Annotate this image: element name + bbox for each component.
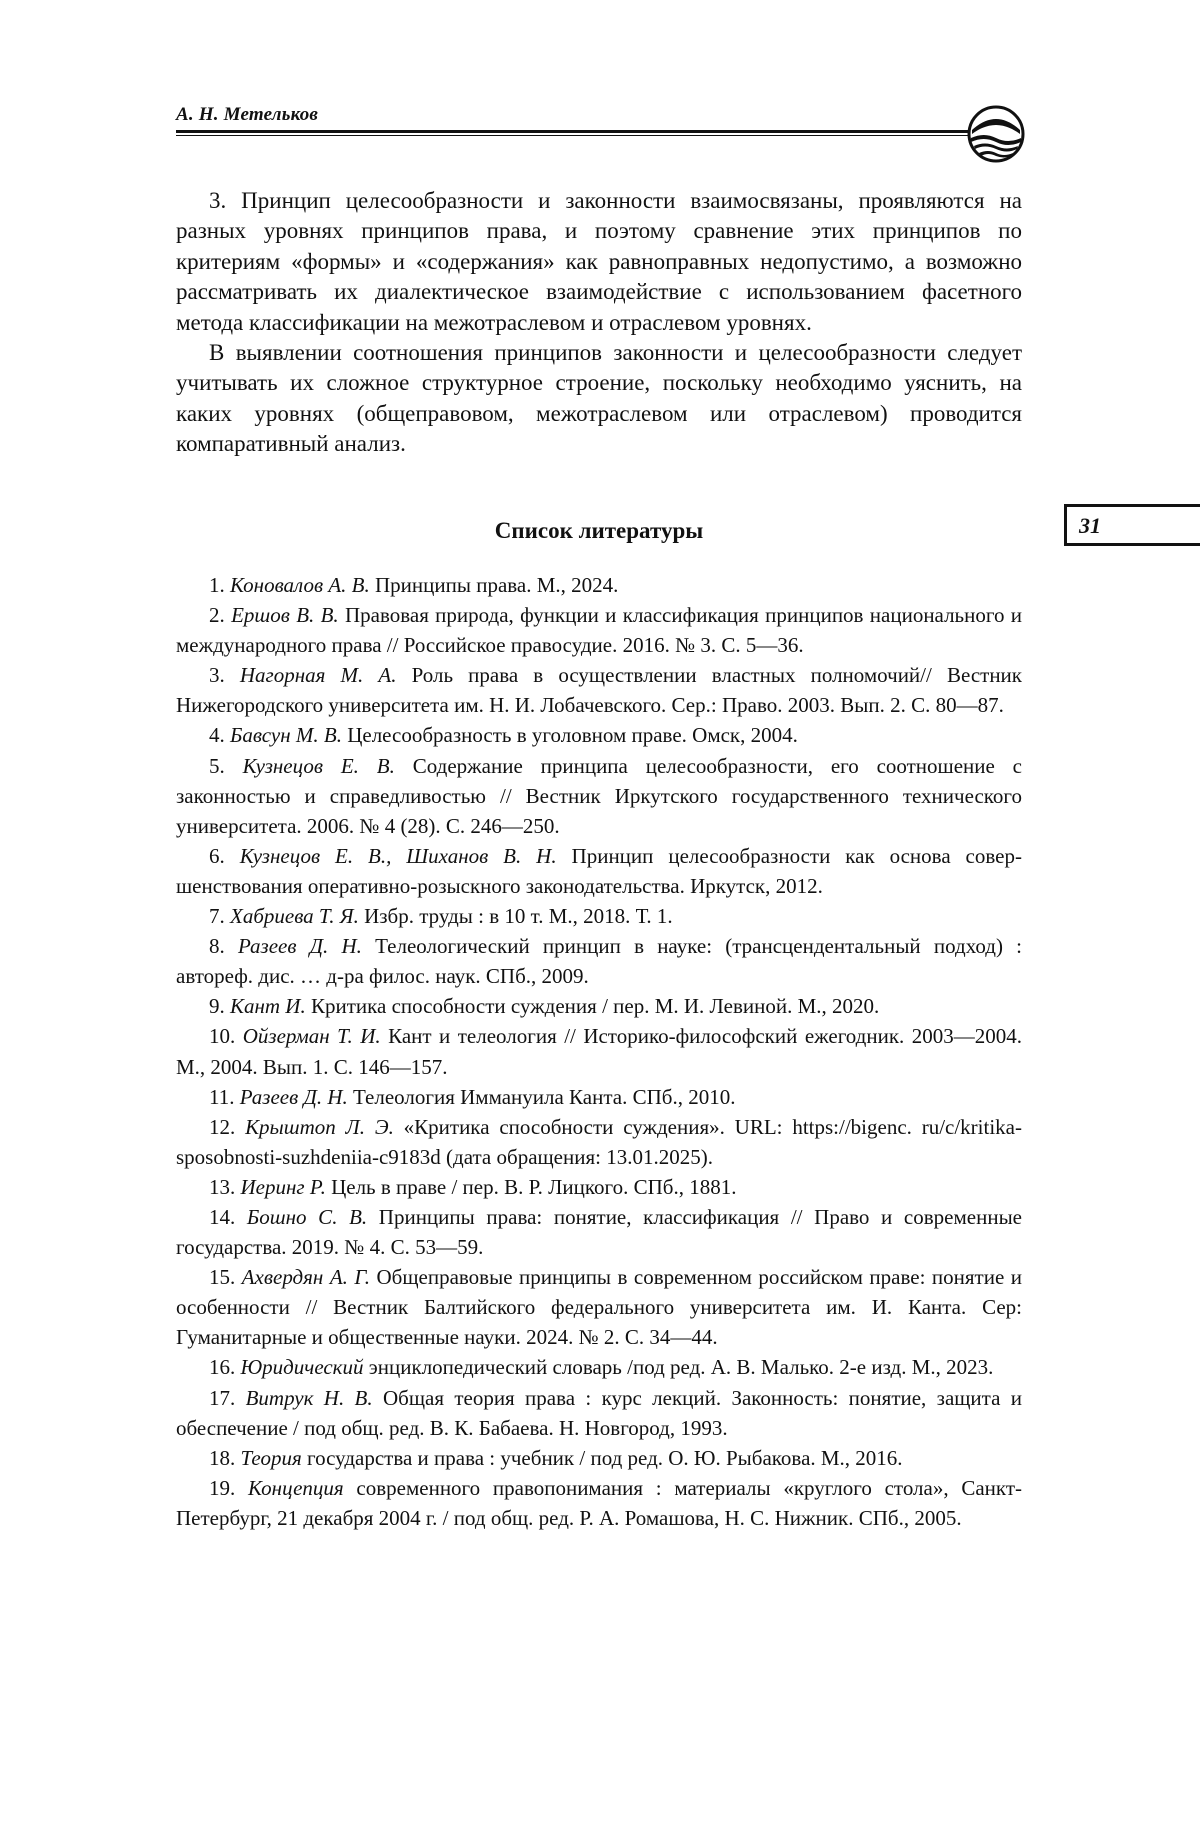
reference-text: энциклопедический словарь /под ред. А. В. Малько. 2-е изд. М., 2023.	[363, 1355, 994, 1380]
reference-item	[176, 660, 1022, 720]
reference-author: Бошно С. В.	[246, 1204, 368, 1229]
reference-number: 5.	[209, 753, 225, 778]
paragraph: 3. Принцип целесообразности и законности взаимосвязаны, проявляются на разных уровнях принципов права, и поэтому сравнение этих принципов по критериям «формы» и «содержания» как равноправных недопустимо, а возможно рассматривать их диалектическое взаимодействие с использованием фасетного метода классификации на межотраслевом и отраслевом уровнях.	[176, 188, 1022, 335]
reference-number: 3.	[209, 663, 225, 688]
reference-item	[176, 720, 1022, 750]
reference-number: 6.	[209, 843, 225, 868]
reference-number: 4.	[209, 723, 225, 748]
reference-text: Кант и телеология // Историко-философский ежегодник. 2003—2004. М., 2004. Вып. 1. С. 146—157.	[176, 1024, 1023, 1079]
reference-item	[176, 1383, 1022, 1443]
reference-author: Разеев Д. Н.	[239, 1084, 348, 1109]
reference-number: 17.	[209, 1385, 236, 1410]
reference-text: Общеправовые принципы в современном российском праве: понятие и особенности // Вестник Балтийского федерального университета им. И. Канта. Сер: Гуманитарные и общественные науки. 2024. № 2. С. 34—44.	[176, 1265, 1022, 1350]
reference-author: Разеев Д. Н.	[237, 934, 362, 959]
reference-text: Общая теория права : курс лекций. Законность: понятие, защита и обеспечение / под общ. ред. В. К. Бабаева. Н. Новгород, 1993.	[176, 1385, 1022, 1440]
reference-text: Принцип целесообразности как основа совершенствования оперативно-розыскного законодательства. Иркутск, 2012.	[176, 843, 1022, 898]
reference-number: 15.	[209, 1265, 236, 1290]
page-number-box	[1064, 504, 1200, 546]
reference-text: Принципы права: понятие, классификация // Право и современные государства. 2019. № 4. С. 53—59.	[176, 1204, 1022, 1260]
reference-item	[176, 1262, 1022, 1352]
reference-number: 12.	[209, 1114, 236, 1139]
reference-item	[176, 1473, 1022, 1533]
reference-text: Содержание принципа целесообразности, его соотношение с законностью и справедливостью // Вестник Иркутского государственного технического университета. 2006. № 4 (28). С. 246—250.	[176, 753, 1023, 838]
reference-number: 9.	[209, 994, 225, 1019]
reference-number: 16.	[209, 1355, 236, 1380]
reference-item	[176, 841, 1022, 901]
reference-item	[176, 901, 1022, 931]
reference-author: Кант И.	[230, 994, 306, 1019]
reference-number: 11.	[209, 1084, 235, 1109]
reference-text: Правовая природа, функции и классификация принципов национального и международного права // Российское правосудие. 2016. № 3. С. 5—36.	[176, 603, 1023, 658]
reference-number: 10.	[209, 1024, 236, 1049]
reference-item	[176, 600, 1022, 660]
reference-item	[176, 1352, 1022, 1382]
page-number: 31	[1079, 513, 1101, 538]
references-title: Список литературы	[494, 518, 704, 543]
reference-text: Принципы права. М., 2024.	[369, 573, 619, 597]
reference-text: «Критика способности суждения». URL: https://bigenc. ru/c/kritika-sposobnosti-suzhdeniia-c9183d (дата обращения: 13.01.2025).	[176, 1114, 1022, 1169]
reference-author: Ойзерман Т. И.	[242, 1024, 381, 1049]
reference-item	[176, 1202, 1022, 1262]
reference-item	[176, 570, 1022, 600]
reference-item	[176, 751, 1022, 841]
reference-item	[176, 931, 1022, 991]
reference-item	[176, 991, 1022, 1021]
reference-author: Концепция	[248, 1475, 344, 1500]
reference-text: Роль права в осуществлении властных полномочий// Вестник Нижегородского университета им. Н. И. Лобачевского. Сер.: Право. 2003. Вып. 2. С. 80—87.	[176, 663, 1022, 718]
body-text	[176, 186, 1022, 460]
reference-number: 2.	[209, 603, 225, 628]
reference-text: Критика способности суждения / пер. М. И. Левиной. М., 2020.	[305, 994, 880, 1019]
reference-author: Теория	[240, 1445, 302, 1470]
reference-text: Телеологический принцип в науке: (трансцендентальный подход) : автореф. дис. … д-ра филос. наук. СПб., 2009.	[176, 934, 1023, 989]
journal-logo-icon	[966, 104, 1026, 164]
reference-item	[176, 1082, 1022, 1112]
reference-number: 7.	[209, 904, 225, 929]
header-rule	[176, 130, 972, 137]
reference-item	[176, 1112, 1022, 1172]
reference-author: Кузнецов Е. В., Шиханов В. Н.	[239, 843, 557, 868]
running-head-author: А. Н. Метельков	[176, 104, 319, 125]
reference-author: Ахвердян А. Г.	[241, 1265, 371, 1290]
paragraph: В выявлении соотношения принципов законности и целесообразности следует учитывать их сложное структурное строение, поскольку необходимо уяснить, на каких уровнях (общеправовом, межотраслевом или отраслевом) проводится компаративный анализ.	[176, 340, 1022, 457]
reference-number: 1.	[209, 573, 225, 597]
reference-author: Крыштоп Л. Э.	[245, 1114, 394, 1139]
reference-author: Кузнецов Е. В.	[242, 753, 395, 778]
reference-number: 19.	[209, 1475, 236, 1500]
reference-text: Избр. труды : в 10 т. М., 2018. Т. 1.	[358, 904, 673, 929]
reference-number: 8.	[209, 934, 225, 959]
reference-text: государства и права : учебник / под ред. О. Ю. Рыбакова. М., 2016.	[301, 1445, 903, 1470]
reference-author: Хабриева Т. Я.	[230, 904, 359, 929]
reference-text: Цель в праве / пер. В. Р. Лицкого. СПб., 1881.	[325, 1174, 737, 1199]
reference-author: Иеринг Р.	[240, 1174, 326, 1199]
reference-item	[176, 1172, 1022, 1202]
reference-number: 14.	[209, 1204, 236, 1229]
reference-author: Коновалов А. В.	[230, 573, 370, 597]
reference-number: 18.	[209, 1445, 236, 1470]
reference-text: Телеология Иммануила Канта. СПб., 2010.	[347, 1084, 736, 1109]
reference-author: Бавсун М. В.	[230, 723, 342, 748]
reference-number: 13.	[209, 1174, 236, 1199]
reference-text: Целесообразность в уголовном праве. Омск, 2004.	[341, 723, 798, 748]
reference-item	[176, 1443, 1022, 1473]
reference-author: Витрук Н. В.	[245, 1385, 373, 1410]
reference-author: Юридический	[240, 1355, 364, 1380]
reference-author: Ершов В. В.	[231, 603, 339, 628]
reference-text: современного правопонимания : материалы «круглого стола», Санкт-Петербург, 21 декабря 2004 г. / под общ. ред. Р. А. Ромашова, Н. С. Нижник. СПб., 2005.	[176, 1475, 1023, 1530]
references-list	[176, 570, 1022, 1533]
reference-item	[176, 1021, 1022, 1081]
reference-author: Нагорная М. А.	[239, 663, 397, 688]
